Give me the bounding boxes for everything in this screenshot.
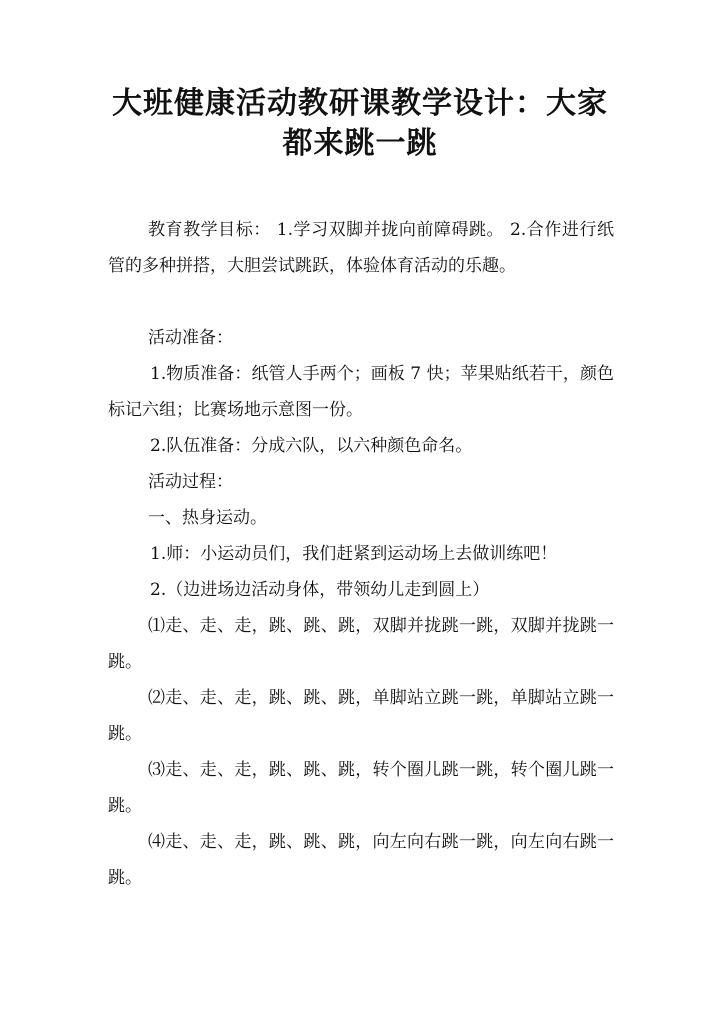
paragraph-material-preparation: 1.物质准备：纸管人手两个；画板 7 快；苹果贴纸若干，颜色标记六组；比赛场地示意图一份。	[108, 364, 614, 420]
paragraph-teacher-line: 1.师：小运动员们，我们赶紧到运动场上去做训练吧！	[150, 544, 558, 564]
paragraph-team-preparation: 2.队伍准备：分成六队，以六种颜色命名。	[150, 436, 473, 456]
paragraph-objectives: 教育教学目标： 1.学习双脚并拢向前障碍跳。 2.合作进行纸管的多种拼搭，大胆尝试跳跃，体验体育活动的乐趣。	[108, 220, 614, 276]
paragraph-chant-1: ⑴走、走、走，跳、跳、跳，双脚并拢跳一跳，双脚并拢跳一跳。	[108, 616, 614, 672]
paragraph-process-heading: 活动过程：	[148, 472, 233, 492]
paragraph-chant-2: ⑵走、走、走，跳、跳、跳，单脚站立跳一跳，单脚站立跳一跳。	[108, 688, 614, 744]
document-title: 大班健康活动教研课教学设计：大家都来跳一跳	[112, 86, 608, 161]
paragraph-chant-3: ⑶走、走、走，跳、跳、跳，转个圈儿跳一跳，转个圈儿跳一跳。	[108, 760, 614, 816]
paragraph-enter-venue: 2.（边进场边活动身体，带领幼儿走到圆上）	[150, 580, 490, 600]
document-body	[108, 212, 614, 896]
paragraph-preparation-heading: 活动准备：	[148, 328, 233, 348]
paragraph-chant-4: ⑷走、走、走，跳、跳、跳，向左向右跳一跳，向左向右跳一跳。	[108, 832, 614, 888]
paragraph-warmup-heading: 一、热身运动。	[148, 508, 267, 528]
